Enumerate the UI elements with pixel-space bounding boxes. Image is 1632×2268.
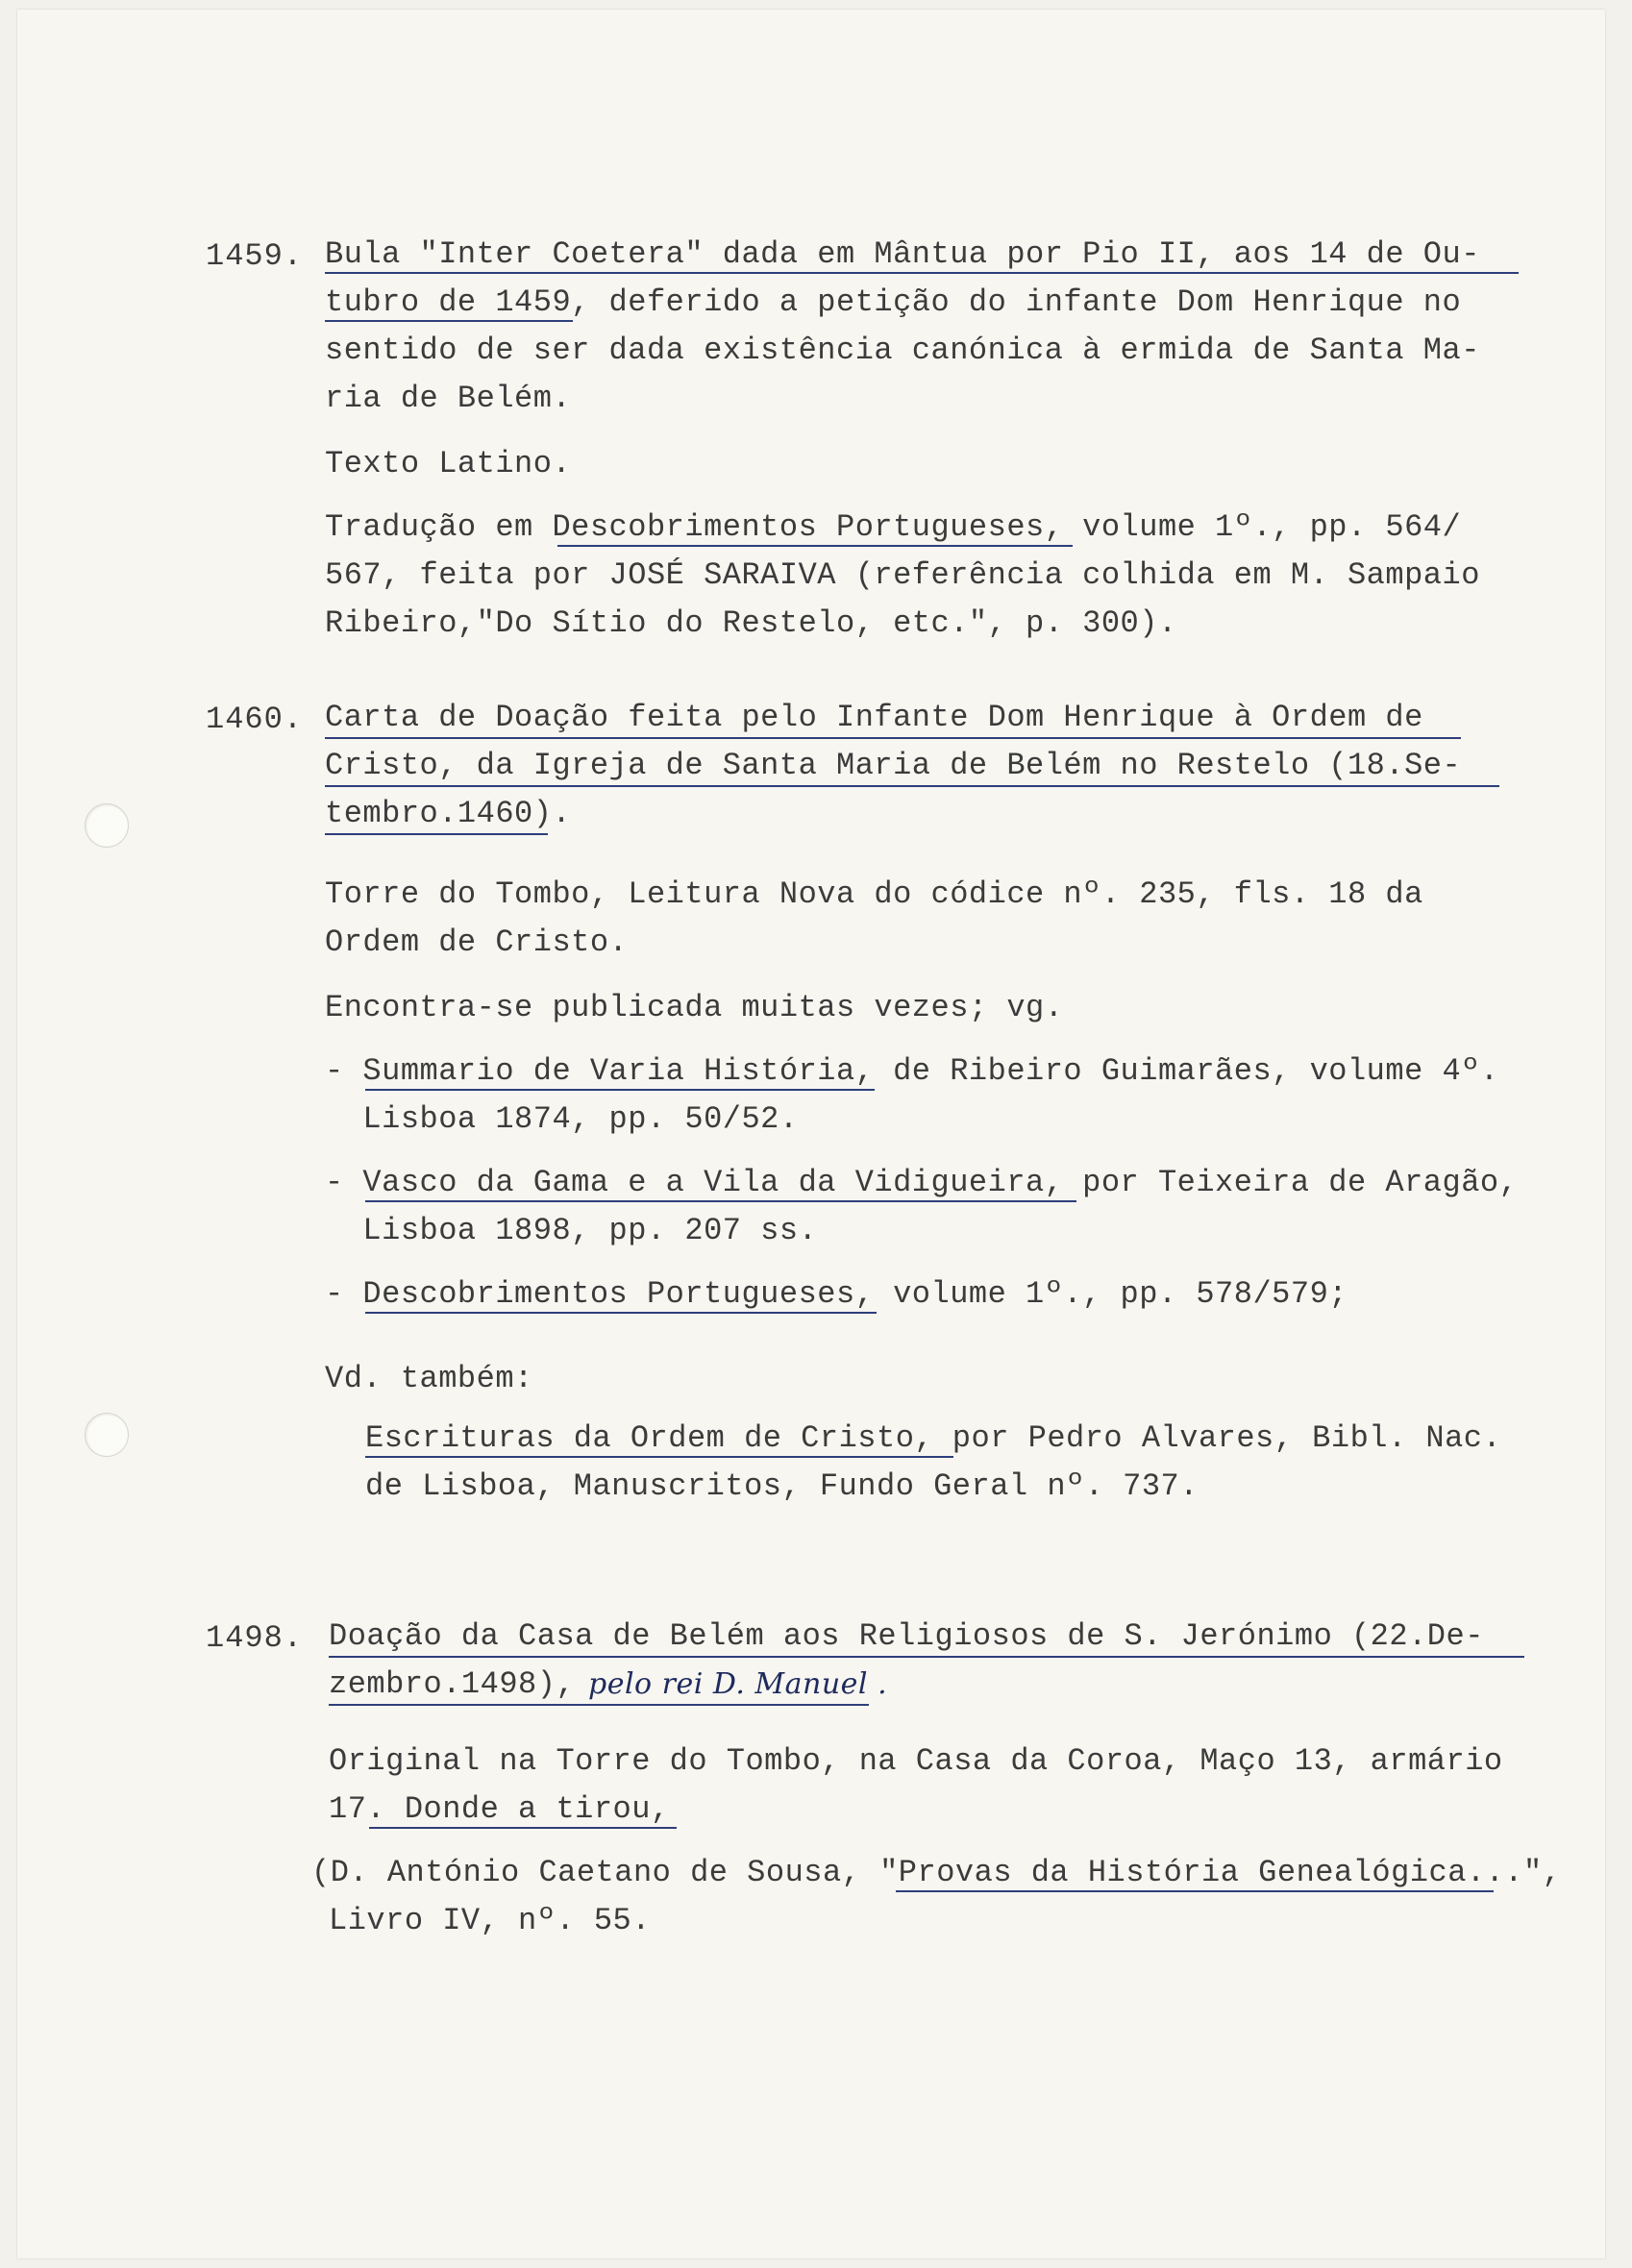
title-underline [325, 785, 1499, 787]
list-item-line: Lisboa 1898, pp. 207 ss. [325, 1213, 818, 1248]
paragraph-line: Livro IV, nº. 55. [329, 1903, 651, 1938]
title-underline [329, 1704, 869, 1706]
title-underline [325, 320, 573, 322]
title-underline [896, 1890, 1494, 1892]
entry-title-line: tubro de 1459, deferido a petição do infante Dom Henrique no [325, 284, 1462, 320]
list-item-line: - Descobrimentos Portugueses, volume 1º., pp. 578/579; [325, 1276, 1348, 1312]
punch-hole [85, 803, 129, 848]
paragraph-line: (D. António Caetano de Sousa, "Provas da História Genealógica...", [311, 1855, 1562, 1890]
entry-title-line: Bula "Inter Coetera" dada em Mântua por Pio II, aos 14 de Ou- [325, 236, 1480, 272]
title-underline [365, 1089, 875, 1091]
paragraph-line: 567, feita por JOSÉ SARAIVA (referência colhida em M. Sampaio [325, 557, 1480, 593]
paragraph-line: Tradução em Descobrimentos Portugueses, volume 1º., pp. 564/ [325, 509, 1462, 545]
entry-title-line: Doação da Casa de Belém aos Religiosos de S. Jerónimo (22.De- [329, 1618, 1484, 1654]
entry-title-line: tembro.1460). [325, 796, 572, 831]
entry-year: 1459. [206, 238, 304, 274]
paragraph-line: Ordem de Cristo. [325, 924, 629, 960]
title-underline [325, 737, 1461, 739]
paragraph-line: Ribeiro,"Do Sítio do Restelo, etc.", p. 300). [325, 605, 1177, 641]
paragraph-line: Texto Latino. [325, 446, 572, 481]
punch-hole [85, 1413, 129, 1457]
paragraph-line: Torre do Tombo, Leitura Nova do códice nº. 235, fls. 18 da [325, 876, 1423, 912]
title-underline [365, 1312, 877, 1314]
title-underline [365, 1200, 1076, 1202]
title-underline [557, 545, 1073, 547]
title-underline [329, 1656, 1524, 1658]
entry-title-line: Cristo, da Igreja de Santa Maria de Belém no Restelo (18.Se- [325, 748, 1462, 783]
list-item-line: Lisboa 1874, pp. 50/52. [325, 1101, 799, 1137]
entry-title-line: sentido de ser dada existência canónica à ermida de Santa Ma- [325, 333, 1480, 368]
see-also-line: de Lisboa, Manuscritos, Fundo Geral nº. 737. [365, 1468, 1199, 1504]
entry-year: 1460. [206, 702, 304, 737]
paragraph-line: Encontra-se publicada muitas vezes; vg. [325, 990, 1064, 1025]
see-also-label: Vd. também: [325, 1361, 533, 1396]
paragraph-line: 17. Donde a tirou, [329, 1791, 670, 1827]
title-underline [325, 272, 1519, 274]
title-underline [325, 833, 548, 835]
paragraph-line: Original na Torre do Tombo, na Casa da Coroa, Maço 13, armário [329, 1743, 1503, 1779]
entry-title-line: Carta de Doação feita pelo Infante Dom Henrique à Ordem de [325, 700, 1423, 735]
handwritten-note: pelo rei D. Manuel . [588, 1667, 888, 1701]
title-underline [365, 1456, 953, 1458]
title-underline [369, 1827, 677, 1829]
list-item-line: - Vasco da Gama e a Vila da Vidigueira, por Teixeira de Aragão, [325, 1165, 1519, 1200]
see-also-line: Escrituras da Ordem de Cristo, por Pedro Alvares, Bibl. Nac. [365, 1420, 1502, 1456]
list-item-line: - Summario de Varia História, de Ribeiro Guimarães, volume 4º. [325, 1053, 1499, 1089]
entry-title-line: ria de Belém. [325, 381, 572, 416]
entry-year: 1498. [206, 1620, 304, 1656]
entry-title-line: zembro.1498), [329, 1666, 576, 1702]
